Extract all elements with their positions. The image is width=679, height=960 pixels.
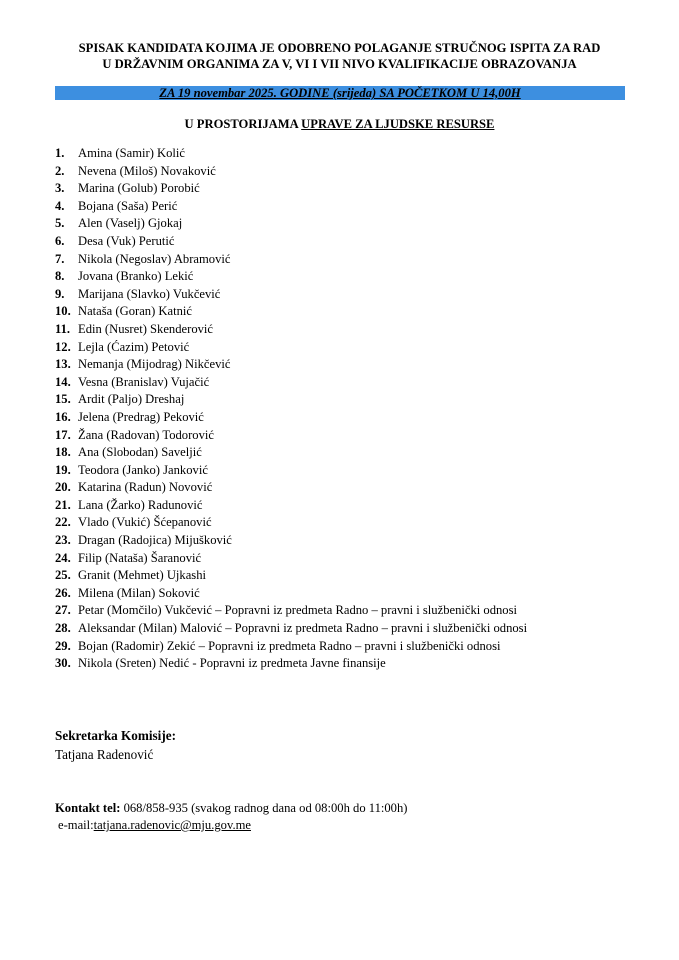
candidate-name: Vesna (Branislav) Vujačić (78, 374, 210, 389)
candidate-row (55, 462, 527, 480)
candidate-name: Lejla (Ćazim) Petović (78, 339, 190, 354)
candidate-number: 1. (55, 146, 65, 160)
candidate-number: 26. (55, 585, 71, 600)
candidate-name: Granit (Mehmet) Ujkashi (78, 568, 207, 583)
candidate-number: 6. (55, 233, 65, 248)
document-title (0, 40, 679, 72)
candidate-number: 27. (55, 603, 71, 618)
candidate-number: 10. (55, 304, 71, 319)
location-prefix: U PROSTORIJAMA (184, 117, 302, 131)
candidate-number: 23. (55, 533, 71, 548)
candidate-name: Milena (Milan) Soković (78, 585, 200, 600)
exam-location (0, 117, 679, 132)
candidate-name: Lana (Žarko) Radunović (78, 497, 203, 512)
candidate-number: 24. (55, 550, 71, 565)
secretary-label: Sekretarka Komisije: (55, 728, 176, 743)
candidate-number: 17. (55, 427, 71, 442)
candidate-number: 11. (55, 321, 71, 336)
candidate-row (55, 268, 527, 286)
candidate-row (55, 198, 527, 216)
candidate-name: Filip (Nataša) Šaranović (78, 550, 202, 565)
candidate-name: Nikola (Negoslav) Abramović (78, 251, 231, 266)
candidate-row (55, 374, 527, 392)
candidate-number: 22. (55, 515, 71, 530)
candidate-name: Vlado (Vukić) Šćepanović (78, 515, 212, 530)
candidate-name: Nikola (Sreten) Nedić - Popravni iz predmeta Javne finansije (78, 656, 386, 671)
candidate-name: Desa (Vuk) Perutić (78, 233, 175, 248)
candidate-name: Marijana (Slavko) Vukčević (78, 286, 221, 301)
candidate-row (55, 514, 527, 532)
candidate-number: 18. (55, 445, 71, 460)
secretary-name: Tatjana Radenović (55, 747, 154, 762)
candidate-number: 25. (55, 568, 71, 583)
candidate-number: 5. (55, 216, 65, 231)
candidate-row (55, 339, 527, 357)
candidate-row (55, 638, 527, 656)
candidate-row (55, 286, 527, 304)
candidate-row (55, 444, 527, 462)
candidate-row (55, 532, 527, 550)
candidate-number: 12. (55, 339, 71, 354)
candidate-row (55, 427, 527, 445)
title-line-2: U DRŽAVNIM ORGANIMA ZA V, VI I VII NIVO KVALIFIKACIJE OBRAZOVANJA (102, 57, 577, 71)
candidate-row (55, 409, 527, 427)
candidate-name: Petar (Momčilo) Vukčević – Popravni iz predmeta Radno – pravni i službenički odnosi (78, 603, 517, 618)
candidate-name: Edin (Nusret) Skenderović (78, 321, 213, 336)
candidate-number: 4. (55, 198, 65, 213)
candidate-name: Jelena (Predrag) Peković (78, 409, 204, 424)
candidate-name: Bojana (Saša) Perić (78, 198, 178, 213)
candidate-name: Žana (Radovan) Todorović (78, 427, 214, 442)
candidate-number: 19. (55, 462, 71, 477)
email-link[interactable]: tatjana.radenovic@mju.gov.me (93, 818, 251, 832)
candidate-row (55, 602, 527, 620)
candidate-name: Jovana (Branko) Lekić (78, 269, 194, 284)
candidate-row (55, 585, 527, 603)
candidate-name: Marina (Golub) Porobić (78, 181, 200, 196)
candidate-name: Dragan (Radojica) Mijušković (78, 533, 232, 548)
candidate-number: 13. (55, 357, 71, 372)
candidate-name: Bojan (Radomir) Zekić – Popravni iz predmeta Radno – pravni i službenički odnosi (78, 638, 501, 653)
candidate-number: 2. (55, 163, 65, 178)
candidate-row (55, 655, 527, 673)
candidate-number: 21. (55, 497, 71, 512)
candidate-name: Katarina (Radun) Novović (78, 480, 213, 495)
candidate-row (55, 391, 527, 409)
candidate-number: 14. (55, 374, 71, 389)
contact-phone-line (55, 800, 407, 817)
candidate-row (55, 321, 527, 339)
candidate-number: 8. (55, 269, 65, 284)
candidate-name: Nataša (Goran) Katnić (78, 304, 192, 319)
candidate-row (55, 620, 527, 638)
email-label: e-mail: (58, 818, 94, 832)
candidate-number: 28. (55, 621, 71, 636)
title-line-1: SPISAK KANDIDATA KOJIMA JE ODOBRENO POLAGANJE STRUČNOG ISPITA ZA RAD (78, 41, 601, 55)
candidate-row (55, 233, 527, 251)
candidate-number: 30. (55, 656, 71, 671)
candidate-number: 9. (55, 286, 65, 301)
candidate-number: 7. (55, 251, 65, 266)
candidate-row (55, 550, 527, 568)
contact-tel-value: 068/858-935 (svakog radnog dana od 08:00h do 11:00h) (120, 801, 408, 815)
candidate-number: 3. (55, 181, 65, 196)
contact-email-line (58, 817, 251, 834)
candidate-name: Teodora (Janko) Janković (78, 462, 208, 477)
candidate-row (55, 215, 527, 233)
candidate-row (55, 356, 527, 374)
candidate-name: Amina (Samir) Kolić (78, 146, 186, 160)
candidate-name: Aleksandar (Milan) Malović – Popravni iz predmeta Radno – pravni i službenički odnosi (78, 621, 528, 636)
candidate-number: 29. (55, 638, 71, 653)
candidate-name: Alen (Vaselj) Gjokaj (78, 216, 183, 231)
candidate-name: Ana (Slobodan) Saveljić (78, 445, 202, 460)
candidate-number: 20. (55, 480, 71, 495)
contact-tel-label: Kontakt tel: (55, 801, 121, 815)
candidate-row (55, 163, 527, 181)
candidate-number: 16. (55, 409, 71, 424)
candidate-row (55, 180, 527, 198)
candidate-name: Nevena (Miloš) Novaković (78, 163, 216, 178)
candidate-row (55, 251, 527, 269)
candidate-list (55, 145, 527, 673)
candidate-name: Nemanja (Mijodrag) Nikčević (78, 357, 231, 372)
candidate-name: Ardit (Paljo) Dreshaj (78, 392, 185, 407)
candidate-row (55, 145, 527, 163)
exam-date-banner: ZA 19 novembar 2025. GODINE (srijeda) SA POČETKOM U 14,00H (55, 86, 625, 100)
candidate-number: 15. (55, 392, 71, 407)
location-place: UPRAVE ZA LJUDSKE RESURSE (301, 117, 495, 131)
candidate-row (55, 497, 527, 515)
candidate-row (55, 303, 527, 321)
candidate-row (55, 479, 527, 497)
candidate-row (55, 567, 527, 585)
